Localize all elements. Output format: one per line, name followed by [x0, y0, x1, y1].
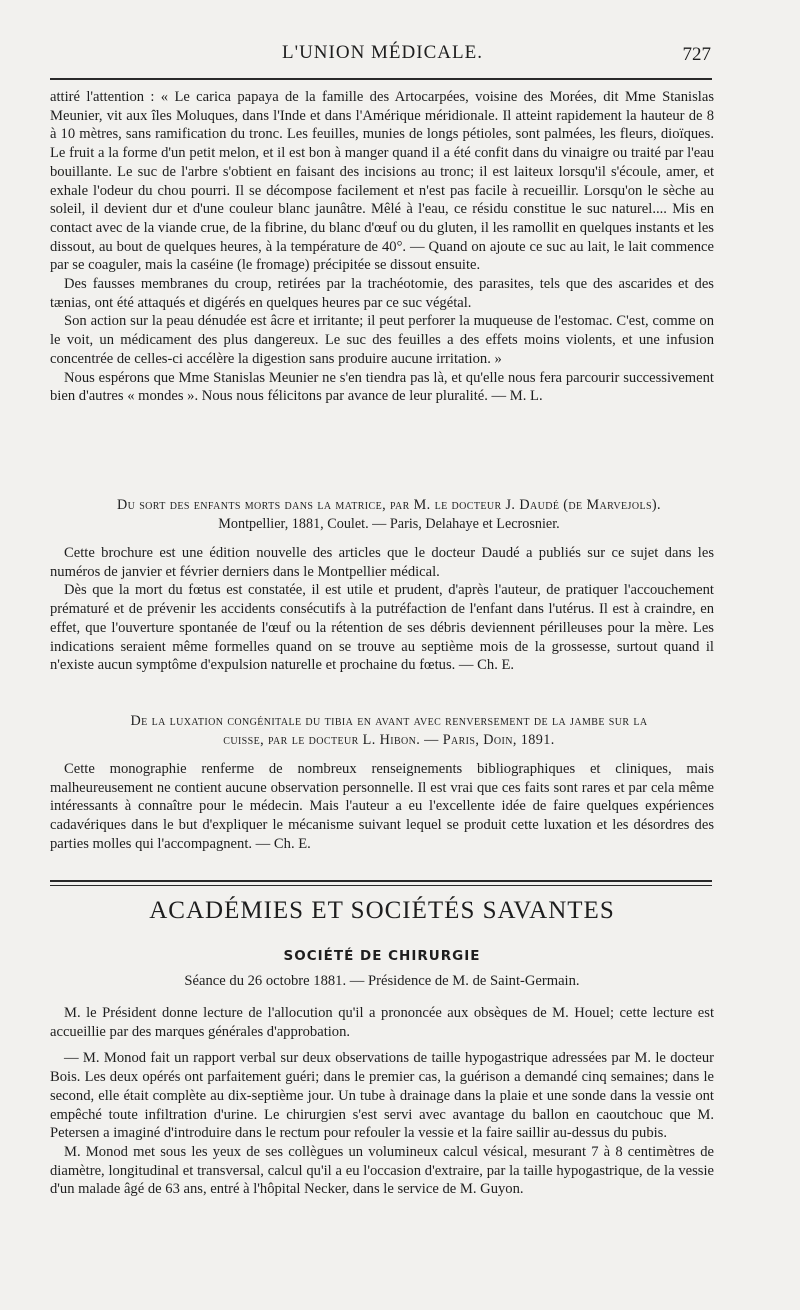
- review-title: De la luxation congénitale du tibia en avant avec renversement de la jambe sur la: [130, 713, 648, 729]
- paragraph: attiré l'attention : « Le carica papaya de la famille des Artocarpées, voisine des Morées, dit Mme Stanislas Meunier, vit aux îles Moluques, dans l'Inde et dans l'Amérique méridionale. Il atteint rapidement la hauteur de 8 à 10 mètres, sans ramification du tronc. Les feuilles, munies de longs pétioles, sont palmées, les fleurs, dioïques. Le fruit a la forme d'un petit melon, et il est bon à manger quand il a été confit dans du vinaigre ou traité par l'eau bouillante. Le suc de l'arbre s'obtient en faisant des incisions au tronc; il est laiteux lorsqu'il s'écoule, amer, et exhale l'odeur du chou pourri. Il se décompose facilement et n'est pas facile à recueillir. Lorsqu'on le sèche au soleil, il devient dur et d'une couleur blanc jaunâtre. Mêlé à l'eau, ce résidu constitue le suc naturel.... Mis en contact avec de la viande crue, de la fibrine, du blanc d'œuf ou du gluten, il les ramollit en quelques instants et les dissout, au bout de quelques heures, à la température de 40°. — Quand on ajoute ce suc au lait, le lait commence par se coaguler, mais la caséine (le fromage) précipitée se dissout ensuite.: [50, 89, 714, 274]
- continued-article: [50, 88, 714, 406]
- paragraph: Des fausses membranes du croup, retirées par la trachéotomie, des parasites, tels que des ascarides et des tænias, ont été attaqués et digérés en quelques heures par ce suc végétal.: [50, 276, 714, 311]
- seance-line: Séance du 26 octobre 1881. — Présidence de M. de Saint-Germain.: [184, 973, 580, 989]
- review-hibon: [50, 712, 714, 854]
- paragraph: Cette brochure est une édition nouvelle des articles que le docteur Daudé a publiés sur ce sujet dans les numéros de janvier et février derniers dans le Montpellier médical.: [50, 545, 714, 580]
- society-name: SOCIÉTÉ DE CHIRURGIE: [283, 948, 481, 964]
- section-heading: ACADÉMIES ET SOCIÉTÉS SAVANTES: [149, 897, 615, 924]
- page-number: 727: [682, 44, 711, 65]
- paragraph: M. le Président donne lecture de l'allocution qu'il a prononcée aux obsèques de M. Houel; cette lecture est accueillie par des marques générales d'approbation.: [50, 1005, 714, 1040]
- paragraph: Son action sur la peau dénudée est âcre et irritante; il peut perforer la muqueuse de l'estomac. C'est, comme on le voit, un médicament des plus dangereux. Le suc des feuilles a des effets moins violents, et une infusion concentrée de celles-ci accélère la digestion sans produire aucune irritation. »: [50, 313, 714, 367]
- review-imprint: cuisse, par le docteur L. Hibon. — Paris, Doin, 1891.: [223, 732, 555, 748]
- section-rule-bottom: [50, 885, 712, 886]
- review-imprint: Montpellier, 1881, Coulet. — Paris, Delahaye et Lecrosnier.: [218, 516, 560, 532]
- header-rule: [50, 78, 712, 80]
- paragraph: Nous espérons que Mme Stanislas Meunier ne s'en tiendra pas là, et qu'elle nous fera parcourir successivement bien d'autres « mondes ». Nous nous félicitons par avance de leur pluralité. — M. L.: [50, 369, 714, 405]
- society-proceedings: [50, 1004, 714, 1199]
- page-header: [50, 40, 715, 74]
- running-title: L'UNION MÉDICALE.: [282, 42, 483, 63]
- section-rule-top: [50, 880, 712, 882]
- review-title: Du sort des enfants morts dans la matrice, par M. le docteur J. Daudé (de Marvejols).: [116, 497, 661, 513]
- paragraph: Dès que la mort du fœtus est constatée, il est utile et prudent, d'après l'auteur, de pratiquer l'accouchement prématuré et de prévenir les accidents consécutifs à la putréfaction de l'enfant dans l'utérus. Il est à craindre, en effet, que l'ouverture spontanée de l'œuf ou la rétention de ses débris deviennent périlleuses pour la mère. Les indications seraient même formelles quand on se trouve au septième mois de la grossesse, surtout quand il n'existe aucun symptôme d'expulsion naturelle et prochaine du fœtus. — Ch. E.: [50, 582, 714, 674]
- paragraph: Cette monographie renferme de nombreux renseignements bibliographiques et cliniques, mais malheureusement ne contient aucune observation personnelle. Il est vrai que ces faits sont rares et par cela même intéressants à connaître pour le médecin. Mais l'auteur a eu l'excellente idée de faire quelques expériences cadavériques dans le but d'expliquer le mécanisme suivant lequel se produit cette luxation et les désordres des parties molles qui l'accompagnent. — Ch. E.: [50, 761, 714, 852]
- review-daude: [50, 496, 714, 675]
- paragraph: — M. Monod fait un rapport verbal sur deux observations de taille hypogastrique adressées par M. le docteur Bois. Les deux opérés ont parfaitement guéri; dans le premier cas, la guérison a demandé cinq semaines; dans le second, elle était complète au dix-septième jour. Un tube à drainage dans la plaie et une sonde dans la vessie ont empêché toute infiltration d'urine. Le chirurgien s'est servi avec avantage du ballon en caoutchouc que M. Petersen a imaginé d'introduire dans le rectum pour refouler la vessie et la faire saillir au-dessus du pubis.: [50, 1050, 714, 1142]
- paragraph: M. Monod met sous les yeux de ses collègues un volumineux calcul vésical, mesurant 7 à 8 centimètres de diamètre, longitudinal et transversal, calcul qu'il a eu l'occasion d'extraire, par la taille hypogastrique, de la vessie d'un malade âgé de 63 ans, entré à l'hôpital Necker, dans le service de M. Guyon.: [50, 1143, 714, 1198]
